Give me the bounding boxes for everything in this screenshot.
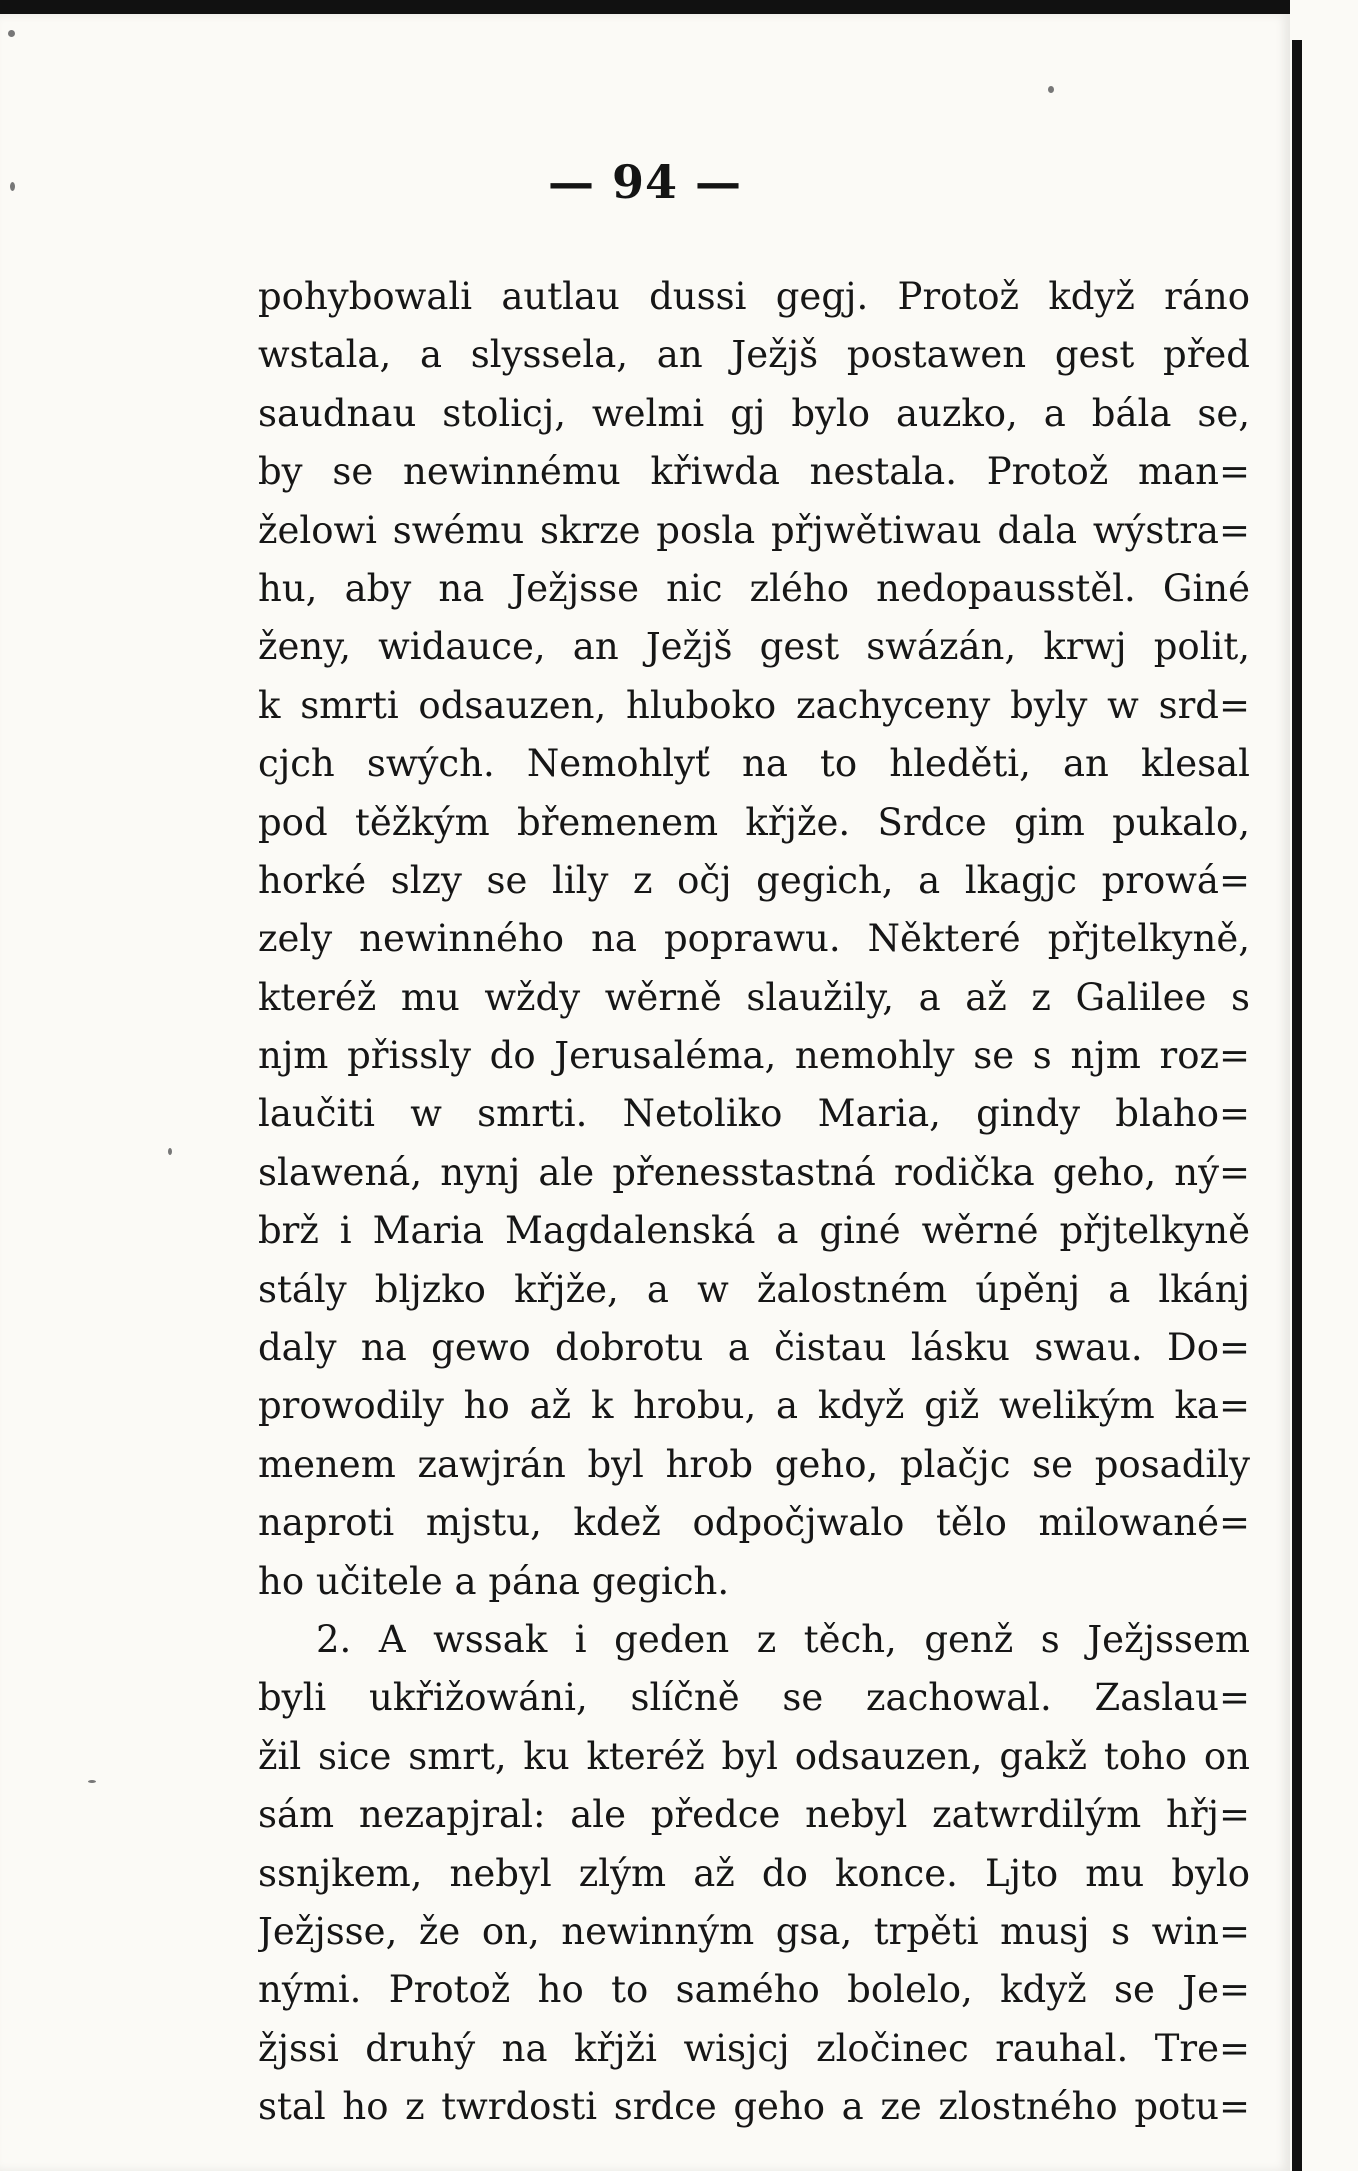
text-line: nými. Protož ho to samého bolelo, když se Je= (258, 1968, 1250, 2012)
body-text (258, 268, 1250, 2137)
text-line: naproti mjstu, kdež odpočjwalo tělo milowané= (258, 1501, 1250, 1545)
text-line: prowodily ho až k hrobu, a když giž welikým ka= (258, 1384, 1250, 1428)
text-line: slawená, nynj ale přenesstastná rodička geho, ný= (258, 1150, 1250, 1194)
text-line: saudnau stolicj, welmi gj bylo auzko, a bála se, (258, 391, 1250, 435)
text-line: stal ho z twrdosti srdce geho a ze zlostného potu= (258, 2085, 1250, 2129)
text-line: zely newinného na poprawu. Některé přjtelkyně, (258, 917, 1250, 961)
scan-speck (88, 1780, 96, 1783)
text-line: 2. A wssak i geden z těch, genž s Ježjssem (316, 1617, 1250, 1661)
scan-speck (8, 30, 15, 37)
text-line: želowi swému skrze posla přjwětiwau dala wýstra= (258, 508, 1250, 552)
text-line: žil sice smrt, ku kteréž byl odsauzen, gakž toho on (258, 1734, 1250, 1778)
text-line: hu, aby na Ježjsse nic zlého nedopausstěl. Giné (258, 566, 1250, 610)
text-line: menem zawjrán byl hrob geho, plačjc se posadily (258, 1442, 1250, 1486)
text-line: ssnjkem, nebyl zlým až do konce. Ljto mu bylo (258, 1851, 1250, 1895)
text-line: brž i Maria Magdalenská a giné wěrné přjtelkyně (258, 1209, 1250, 1253)
text-line: Ježjsse, že on, newinným gsa, trpěti musj s win= (258, 1909, 1250, 1953)
page-spine-shadow (1292, 40, 1302, 2171)
text-line: stály bljzko křjže, a w žalostném úpěnj a lkánj (258, 1267, 1250, 1311)
text-line: pod těžkým břemenem křjže. Srdce gim pukalo, (258, 800, 1250, 844)
text-line: horké slzy se lily z očj gegich, a lkagjc prowá= (258, 858, 1250, 902)
text-line: cjch swých. Nemohlyť na to hleděti, an klesal (258, 742, 1250, 786)
scan-speck (1048, 86, 1054, 93)
text-line: wstala, a slyssela, an Ježjš postawen gest před (258, 333, 1250, 377)
text-line: laučiti w smrti. Netoliko Maria, gindy blaho= (258, 1092, 1250, 1136)
text-line: kteréž mu wždy wěrně slaužily, a až z Galilee s (258, 975, 1250, 1019)
text-line: sám nezapjral: ale předce nebyl zatwrdilým hřj= (258, 1793, 1250, 1837)
text-line: daly na gewo dobrotu a čistau lásku swau. Do= (258, 1326, 1250, 1370)
page-number: — 94 — (547, 155, 743, 209)
text-line: ho učitele a pána gegich. (258, 1559, 730, 1603)
text-line: ženy, widauce, an Ježjš gest swázán, krwj polit, (258, 625, 1250, 669)
text-line: byli ukřižowáni, slíčně se zachowal. Zaslau= (258, 1676, 1250, 1720)
scan-top-border (0, 0, 1358, 14)
text-line: by se newinnému křiwda nestala. Protož man= (258, 450, 1250, 494)
scan-speck (168, 1148, 172, 1155)
text-line: njm přissly do Jerusaléma, nemohly se s njm roz= (258, 1034, 1250, 1078)
text-line: žjssi druhý na křjži wisjcj zločinec rauhal. Tre= (258, 2026, 1250, 2070)
text-line: k smrti odsauzen, hluboko zachyceny byly w srd= (258, 683, 1250, 727)
text-line: pohybowali autlau dussi gegj. Protož když ráno (258, 275, 1250, 318)
